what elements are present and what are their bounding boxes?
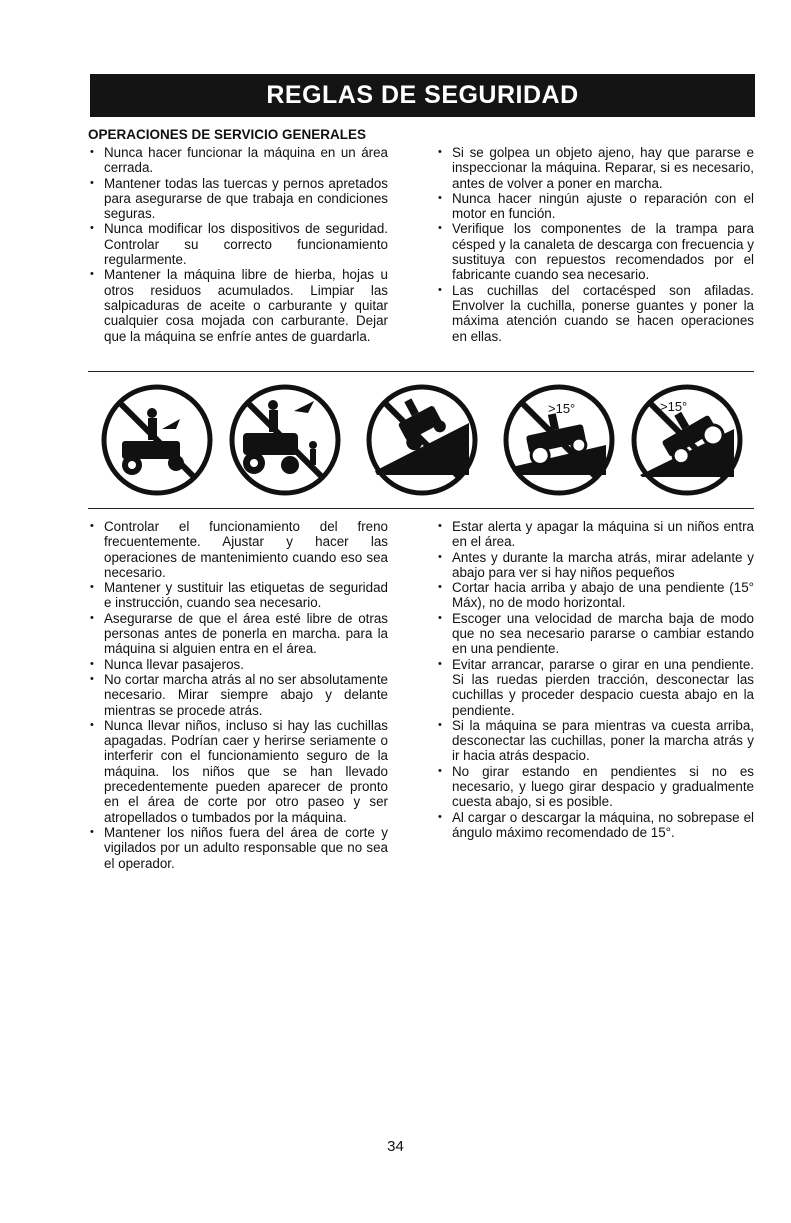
slope-limit-icon (502, 383, 617, 498)
divider-rule (88, 508, 754, 509)
section-title: OPERACIONES DE SERVICIO GENERALES (88, 127, 367, 142)
slope-limit-label: >15° (548, 401, 576, 416)
no-side-slope-icon (630, 383, 745, 498)
list-item: • No cortar marcha atrás al no ser absolutamente necesario. Mirar siempre abajo y delante mientras se procede atrás. (88, 672, 388, 718)
side-slope-label: >15° (660, 399, 688, 414)
list-item: • Si se golpea un objeto ajeno, hay que pararse e inspeccionar la máquina. Reparar, si es necesario, antes de volver a poner en marcha. (436, 145, 754, 191)
safety-icons-row (100, 383, 740, 498)
list-item: • Nunca modificar los dispositivos de seguridad. Controlar su correcto funcionamiento regularmente. (88, 221, 388, 267)
list-item: • Cortar hacia arriba y abajo de una pendiente (15° Máx), no de modo horizontal. (436, 580, 754, 611)
no-children-icon (228, 383, 343, 498)
bottom-right-rules-list (436, 519, 754, 840)
title-banner (90, 74, 755, 117)
list-item: • Asegurarse de que el área esté libre de otras personas antes de ponerla en marcha. para la máquina si alguien entra en el área. (88, 611, 388, 657)
list-item: • Nunca llevar pasajeros. (88, 657, 388, 672)
top-left-rules-list (88, 145, 388, 344)
banner-title: REGLAS DE SEGURIDAD (266, 81, 579, 109)
list-item: • Verifique los componentes de la trampa para césped y la canaleta de descarga con frecuencia y sustituya con repuestos recomendados por el fabricante cuando sea necesario. (436, 221, 754, 282)
list-item: • Nunca hacer ningún ajuste o reparación con el motor en función. (436, 191, 754, 222)
list-item: • Evitar arrancar, pararse o girar en una pendiente. Si las ruedas pierden tracción, desconectar las cuchillas y proceder despacio cuesta abajo en la pendiente. (436, 657, 754, 718)
top-right-rules-list (436, 145, 754, 344)
page-number: 34 (387, 1138, 404, 1155)
list-item: • Nunca hacer funcionar la máquina en un área cerrada. (88, 145, 388, 176)
no-steep-slope-icon (365, 383, 480, 498)
list-item: • Estar alerta y apagar la máquina si un niños entra en el área. (436, 519, 754, 550)
list-item: • Al cargar o descargar la máquina, no sobrepase el ángulo máximo recomendado de 15°. (436, 810, 754, 841)
list-item: • Antes y durante la marcha atrás, mirar adelante y abajo para ver si hay niños pequeños (436, 550, 754, 581)
list-item: • Escoger una velocidad de marcha baja de modo que no sea necesario pararse o cambiar estando en una pendiente. (436, 611, 754, 657)
list-item: • Mantener los niños fuera del área de corte y vigilados por un adulto responsable que no sea el operador. (88, 825, 388, 871)
list-item: • Nunca llevar niños, incluso si hay las cuchillas apagadas. Podrían caer y herirse seriamente o interferir con el funcionamiento seguro de la máquina. los niños que se han llevado precedentemente pueden aparecer de pronto en el área de corte por otro paseo y ser atropellados o tumbados por la máquina. (88, 718, 388, 825)
no-passenger-icon (100, 383, 215, 498)
list-item: • Mantener todas las tuercas y pernos apretados para asegurarse de que trabaja en condiciones seguras. (88, 176, 388, 222)
list-item: • Si la máquina se para mientras va cuesta arriba, desconectar las cuchillas, poner la marcha atrás y ir hacia atrás despacio. (436, 718, 754, 764)
list-item: • Controlar el funcionamiento del freno frecuentemente. Ajustar y hacer las operaciones de mantenimiento cuando eso sea necesario. (88, 519, 388, 580)
divider-rule (88, 371, 754, 372)
list-item: • Las cuchillas del cortacésped son afiladas. Envolver la cuchilla, ponerse guantes y poner la máxima atención cuando se hacen operaciones en ellas. (436, 283, 754, 344)
list-item: • Mantener y sustituir las etiquetas de seguridad e instrucción, cuando sea necesario. (88, 580, 388, 611)
list-item: • No girar estando en pendientes si no es necesario, y luego girar despacio y gradualmente cuesta abajo, si es posible. (436, 764, 754, 810)
list-item: • Mantener la máquina libre de hierba, hojas u otros residuos acumulados. Limpiar las salpicaduras de aceite o carburante y quitar cualquier cosa mojada con carburante. Dejar que la máquina se enfríe antes de guardarla. (88, 267, 388, 343)
bottom-left-rules-list (88, 519, 388, 871)
